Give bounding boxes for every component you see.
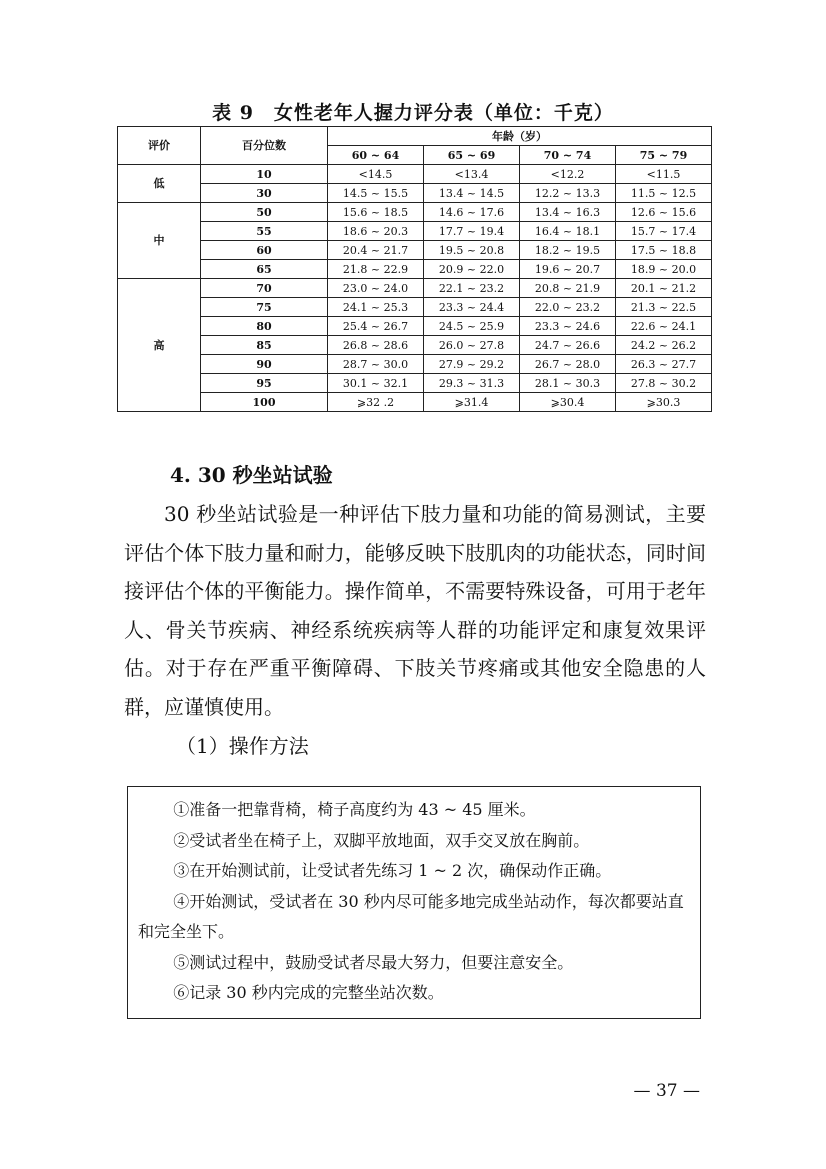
page-number: — 37 — [633, 1081, 700, 1101]
steps-list [138, 795, 693, 1009]
table-title: 表 9 女性老年人握力评分表（单位：千克） [212, 102, 614, 124]
value-cell: 26.8 ~ 28.6 [328, 336, 424, 355]
value-cell: 29.3 ~ 31.3 [424, 374, 520, 393]
value-cell: 30.1 ~ 32.1 [328, 374, 424, 393]
step-item: ①准备一把靠背椅，椅子高度约为 43 ~ 45 厘米。 [173, 800, 536, 819]
step-item: ⑤测试过程中，鼓励受试者尽最大努力，但要注意安全。 [173, 952, 574, 972]
value-cell: 25.4 ~ 26.7 [328, 317, 424, 336]
table-row [118, 203, 712, 222]
table-row [118, 355, 712, 374]
value-cell: <11.5 [616, 165, 712, 184]
value-cell: 23.3 ~ 24.6 [520, 317, 616, 336]
value-cell: 21.8 ~ 22.9 [328, 260, 424, 279]
value-cell: 24.1 ~ 25.3 [328, 298, 424, 317]
percentile-cell: 10 [201, 165, 328, 184]
percentile-cell: 100 [201, 393, 328, 412]
value-cell: 20.1 ~ 21.2 [616, 279, 712, 298]
value-cell: 18.6 ~ 20.3 [328, 222, 424, 241]
table-row [118, 374, 712, 393]
percentile-cell: 30 [201, 184, 328, 203]
value-cell: 24.2 ~ 26.2 [616, 336, 712, 355]
value-cell: 20.4 ~ 21.7 [328, 241, 424, 260]
table-row [118, 279, 712, 298]
value-cell: 14.5 ~ 15.5 [328, 184, 424, 203]
percentile-cell: 90 [201, 355, 328, 374]
rating-cell: 高 [118, 279, 201, 412]
table-row [118, 260, 712, 279]
value-cell: 13.4 ~ 14.5 [424, 184, 520, 203]
percentile-cell: 80 [201, 317, 328, 336]
value-cell: 26.0 ~ 27.8 [424, 336, 520, 355]
section-paragraph: 30 秒坐站试验是一种评估下肢力量和功能的简易测试，主要评估个体下肢力量和耐力，能够反映下肢肌肉的功能状态，同时间接评估个体的平衡能力。操作简单，不需要特殊设备，可用于老年人、骨关节疾病、神经系统疾病等人群的功能评定和康复效果评估。对于存在严重平衡障碍、下肢关节疼痛或其他安全隐患的人群，应谨慎使用。 [124, 502, 706, 719]
table-row [118, 184, 712, 203]
value-cell: ⩾32 .2 [328, 393, 424, 412]
rating-cell: 中 [118, 203, 201, 279]
table-row [118, 317, 712, 336]
value-cell: 16.4 ~ 18.1 [520, 222, 616, 241]
percentile-cell: 50 [201, 203, 328, 222]
header-evaluation: 评价 [118, 127, 201, 165]
value-cell: 17.7 ~ 19.4 [424, 222, 520, 241]
value-cell: 24.7 ~ 26.6 [520, 336, 616, 355]
value-cell: 28.1 ~ 30.3 [520, 374, 616, 393]
percentile-cell: 75 [201, 298, 328, 317]
table-row [118, 222, 712, 241]
table-row [118, 298, 712, 317]
value-cell: 12.6 ~ 15.6 [616, 203, 712, 222]
section-heading: 4. 30 秒坐站试验 [170, 463, 333, 487]
header-age: 年龄（岁） [328, 127, 712, 146]
value-cell: 21.3 ~ 22.5 [616, 298, 712, 317]
step-item: ③在开始测试前，让受试者先练习 1 ~ 2 次，确保动作正确。 [173, 861, 612, 880]
value-cell: ⩾30.3 [616, 393, 712, 412]
percentile-cell: 70 [201, 279, 328, 298]
percentile-cell: 55 [201, 222, 328, 241]
table-row [118, 165, 712, 184]
header-age-group: 60 ~ 64 [328, 146, 424, 165]
value-cell: 13.4 ~ 16.3 [520, 203, 616, 222]
value-cell: ⩾31.4 [424, 393, 520, 412]
value-cell: <13.4 [424, 165, 520, 184]
value-cell: 22.1 ~ 23.2 [424, 279, 520, 298]
table-row [118, 393, 712, 412]
value-cell: 17.5 ~ 18.8 [616, 241, 712, 260]
value-cell: 18.9 ~ 20.0 [616, 260, 712, 279]
value-cell: 23.3 ~ 24.4 [424, 298, 520, 317]
value-cell: 15.6 ~ 18.5 [328, 203, 424, 222]
table-row [118, 336, 712, 355]
rating-cell: 低 [118, 165, 201, 203]
value-cell: 26.3 ~ 27.7 [616, 355, 712, 374]
value-cell: 12.2 ~ 13.3 [520, 184, 616, 203]
value-cell: <14.5 [328, 165, 424, 184]
value-cell: 26.7 ~ 28.0 [520, 355, 616, 374]
value-cell: ⩾30.4 [520, 393, 616, 412]
table-row [118, 241, 712, 260]
grip-strength-table [117, 126, 712, 412]
value-cell: 24.5 ~ 25.9 [424, 317, 520, 336]
subheading-method: （1）操作方法 [176, 734, 309, 758]
value-cell: 28.7 ~ 30.0 [328, 355, 424, 374]
value-cell: 18.2 ~ 19.5 [520, 241, 616, 260]
step-item: ②受试者坐在椅子上，双脚平放地面，双手交叉放在胸前。 [173, 830, 590, 850]
value-cell: 14.6 ~ 17.6 [424, 203, 520, 222]
header-age-group: 65 ~ 69 [424, 146, 520, 165]
value-cell: 20.9 ~ 22.0 [424, 260, 520, 279]
step-item: ④开始测试，受试者在 30 秒内尽可能多地完成坐站动作，每次都要站直和完全坐下。 [138, 891, 684, 941]
percentile-cell: 65 [201, 260, 328, 279]
value-cell: 22.0 ~ 23.2 [520, 298, 616, 317]
value-cell: 20.8 ~ 21.9 [520, 279, 616, 298]
value-cell: 27.8 ~ 30.2 [616, 374, 712, 393]
percentile-cell: 85 [201, 336, 328, 355]
header-percentile: 百分位数 [201, 127, 328, 165]
percentile-cell: 60 [201, 241, 328, 260]
step-item: ⑥记录 30 秒内完成的完整坐站次数。 [173, 983, 444, 1002]
value-cell: <12.2 [520, 165, 616, 184]
value-cell: 15.7 ~ 17.4 [616, 222, 712, 241]
value-cell: 27.9 ~ 29.2 [424, 355, 520, 374]
value-cell: 11.5 ~ 12.5 [616, 184, 712, 203]
percentile-cell: 95 [201, 374, 328, 393]
value-cell: 19.5 ~ 20.8 [424, 241, 520, 260]
header-age-group: 70 ~ 74 [520, 146, 616, 165]
header-age-group: 75 ~ 79 [616, 146, 712, 165]
value-cell: 19.6 ~ 20.7 [520, 260, 616, 279]
value-cell: 22.6 ~ 24.1 [616, 317, 712, 336]
value-cell: 23.0 ~ 24.0 [328, 279, 424, 298]
